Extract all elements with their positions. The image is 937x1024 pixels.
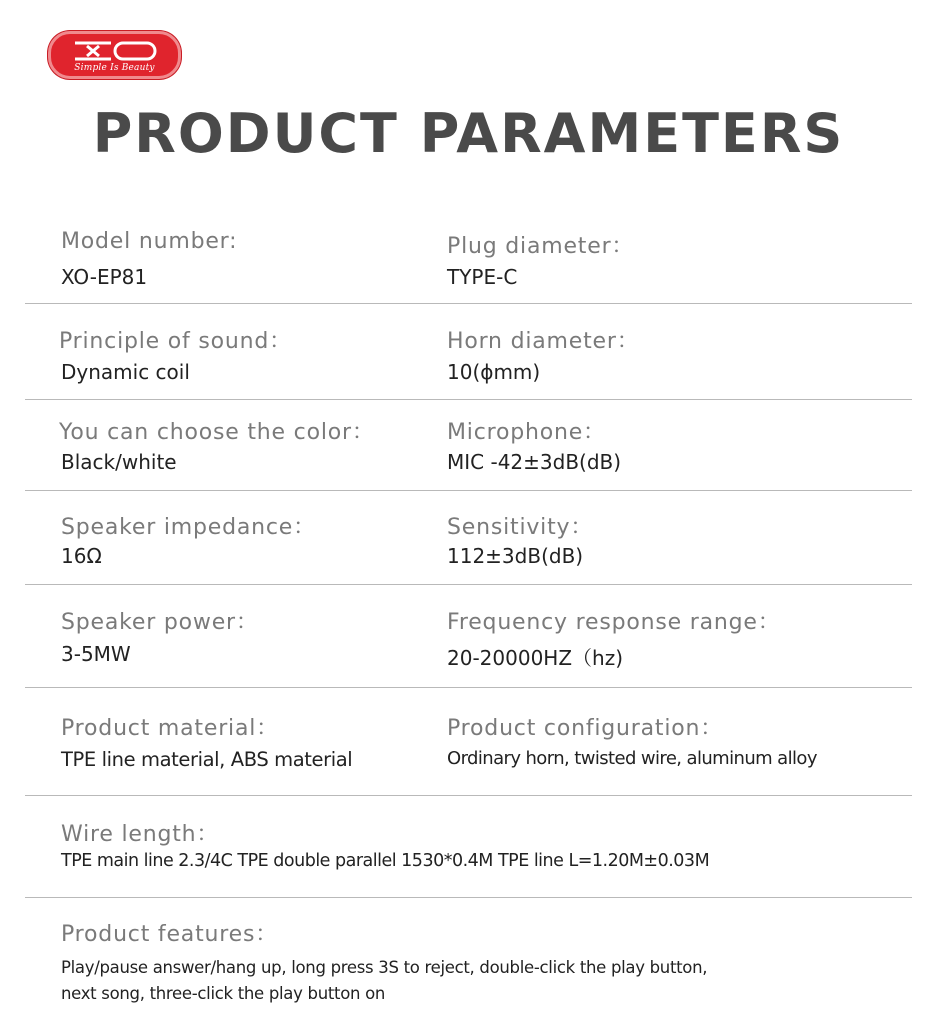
speaker-power-label: Speaker power：: [61, 610, 259, 635]
row-divider: [25, 687, 912, 688]
sensitivity-value: 112±3dB(dB): [447, 544, 584, 568]
product-features-line-1: Play/pause answer/hang up, long press 3S to reject, double-click the play button,: [61, 958, 708, 977]
plug-diameter-value: TYPE-C: [447, 265, 518, 289]
xo-logo-icon: [65, 38, 165, 64]
principle-of-sound-label: Principle of sound：: [59, 329, 292, 354]
row-divider: [25, 399, 912, 400]
model-number-value: XO-EP81: [61, 265, 148, 289]
speaker-impedance-value: 16Ω: [61, 544, 102, 568]
color-choice-value: Black/white: [61, 450, 177, 474]
horn-diameter-value: 10(ϕmm): [447, 360, 541, 384]
frequency-range-value: 20-20000HZ（hz): [447, 646, 624, 670]
plug-diameter-label: Plug diameter：: [447, 234, 635, 259]
page-title: PRODUCT PARAMETERS: [92, 102, 845, 165]
row-divider: [25, 584, 912, 585]
wire-length-value: TPE main line 2.3/4C TPE double parallel 1530*0.4M TPE line L=1.20M±0.03M: [61, 851, 710, 871]
microphone-label: Microphone：: [447, 420, 606, 445]
row-divider: [25, 897, 912, 898]
product-configuration-label: Product configuration：: [447, 716, 724, 741]
brand-tagline: Simple Is Beauty: [74, 63, 155, 73]
sensitivity-label: Sensitivity：: [447, 515, 594, 540]
speaker-power-value: 3-5MW: [61, 642, 131, 666]
product-configuration-value: Ordinary horn, twisted wire, aluminum alloy: [447, 748, 817, 769]
row-divider: [25, 490, 912, 491]
wire-length-label: Wire length：: [61, 822, 220, 847]
product-material-label: Product material：: [61, 716, 279, 741]
model-number-label: Model number:: [61, 229, 238, 254]
brand-logo: [48, 31, 181, 79]
product-features-label: Product features：: [61, 922, 279, 947]
product-features-line-2: next song, three-click the play button on: [61, 984, 386, 1003]
row-divider: [25, 795, 912, 796]
color-choice-label: You can choose the color：: [59, 420, 375, 445]
microphone-value: MIC -42±3dB(dB): [447, 450, 622, 474]
speaker-impedance-label: Speaker impedance：: [61, 515, 316, 540]
horn-diameter-label: Horn diameter：: [447, 329, 640, 354]
principle-of-sound-value: Dynamic coil: [61, 360, 190, 384]
frequency-range-label: Frequency response range：: [447, 610, 781, 635]
product-material-value: TPE line material, ABS material: [61, 748, 353, 771]
row-divider: [25, 303, 912, 304]
